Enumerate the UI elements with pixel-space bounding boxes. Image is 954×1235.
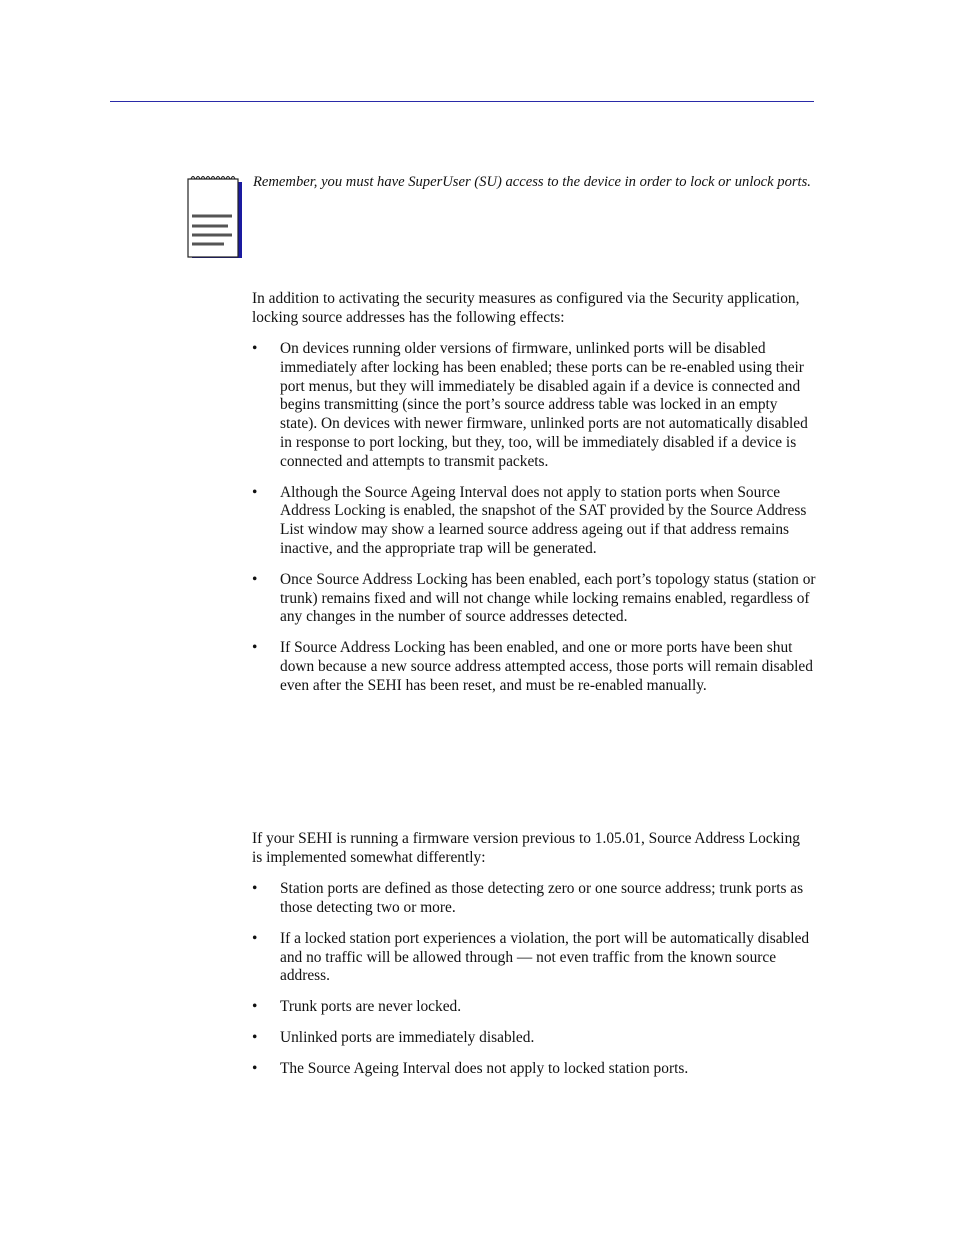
list-item: • On devices running older versions of firmware, unlinked ports will be disabled immediately after locking has been enabled; these ports can be re-enabled using their port menus, but they will immediately be disabled again if a device is connected and begins transmitting (since the port’s source address table was locked in an empty state). On devices with newer firmware, unlinked ports are not automatically disabled in response to port locking, but they, too, will be immediately disabled if a device is connected and attempts to transmit packets.: [252, 340, 808, 470]
list-item: • Trunk ports are never locked.: [252, 998, 462, 1016]
section2-intro: If your SEHI is running a firmware version previous to 1.05.01, Source Address Locking is implemented somewhat differently:: [252, 830, 800, 866]
bullet-icon: •: [252, 880, 258, 897]
bullet-icon: •: [252, 340, 258, 357]
list-item: • If Source Address Locking has been enabled, and one or more ports have been shut down because a new source address attempted access, those ports will remain disabled even after the SEHI has been reset, and must be re-enabled manually.: [252, 639, 813, 694]
bullet-icon: •: [252, 483, 258, 501]
bullet-icon: •: [252, 639, 258, 657]
list-item: • The Source Ageing Interval does not apply to locked station ports.: [252, 1060, 689, 1078]
bullet-icon: •: [252, 998, 258, 1016]
section1-intro: In addition to activating the security measures as configured via the Security application, locking source addresses has the following effects:: [252, 290, 800, 326]
note-text: Remember, you must have SuperUser (SU) access to the device in order to lock or unlock ports.: [253, 174, 811, 190]
bullet-icon: •: [252, 1060, 258, 1078]
bullet-icon: •: [252, 929, 258, 947]
bullet-icon: •: [252, 570, 258, 588]
list-item: • Unlinked ports are immediately disabled.: [252, 1029, 535, 1047]
section2-bullet-list: [252, 880, 818, 1091]
bullet-icon: •: [252, 1029, 258, 1047]
notepad-icon: [186, 176, 244, 260]
header-rule: [110, 101, 814, 102]
section1-bullet-list: [252, 340, 818, 708]
list-item: • Station ports are defined as those detecting zero or one source address; trunk ports as those detecting two or more.: [252, 880, 804, 916]
list-item: • Once Source Address Locking has been enabled, each port’s topology status (station or trunk) remains fixed and will not change while locking remains enabled, regardless of any changes in the number of source addresses detected.: [252, 570, 816, 626]
list-item: • If a locked station port experiences a violation, the port will be automatically disabled and no traffic will be allowed through — not even traffic from the known source address.: [252, 929, 810, 985]
list-item: • Although the Source Ageing Interval does not apply to station ports when Source Address Locking is enabled, the snapshot of the SAT provided by the Source Address List window may show a learned source address ageing out if that address remains inactive, and the appropriate trap will be generated.: [252, 483, 807, 557]
